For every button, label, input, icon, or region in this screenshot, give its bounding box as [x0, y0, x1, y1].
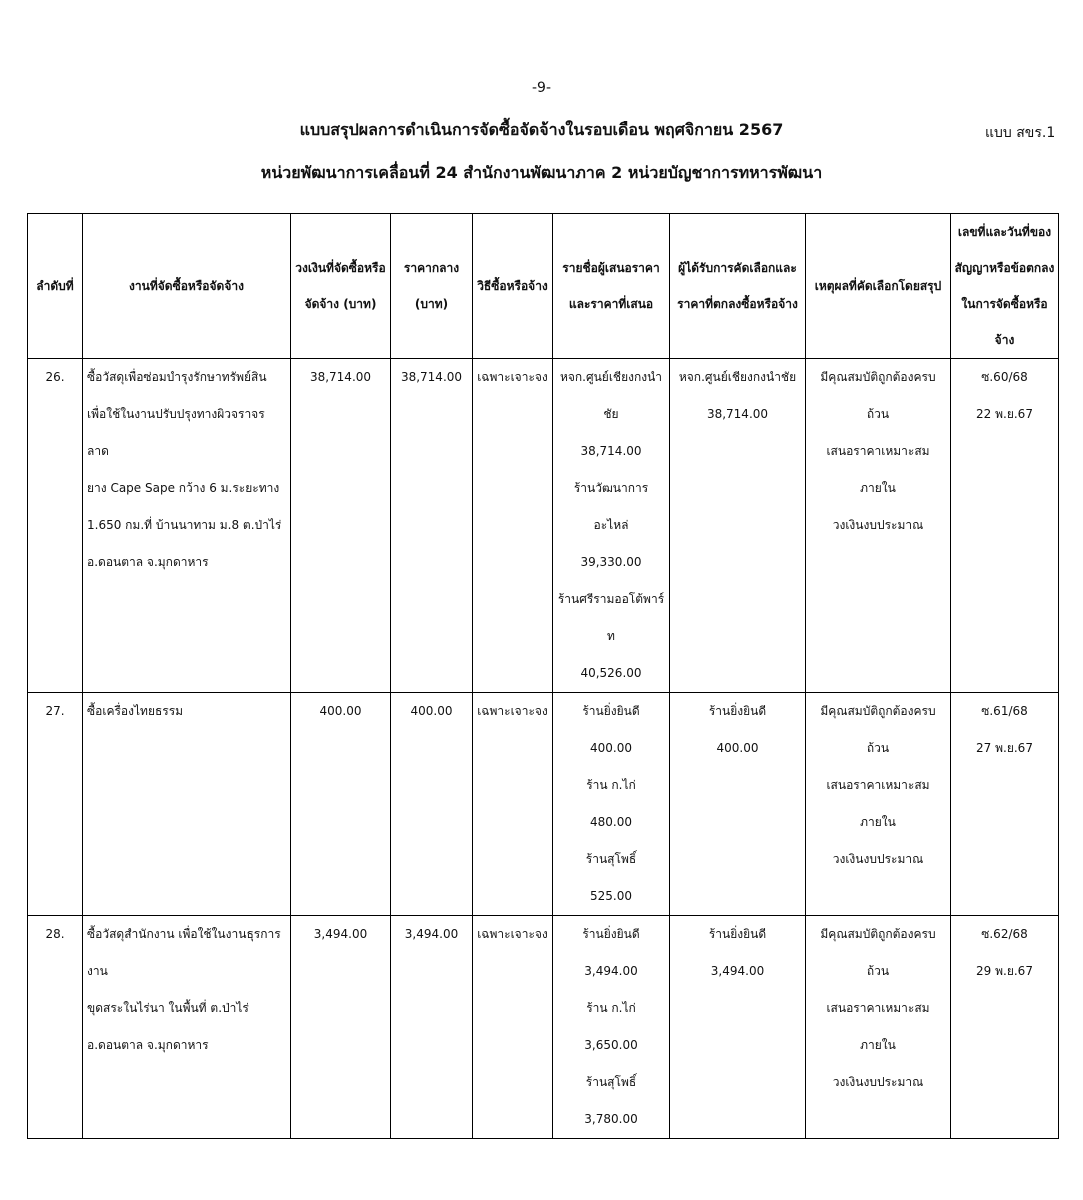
header-method: วิธีซื้อหรือจ้าง [473, 214, 553, 359]
row-no: 26. [28, 359, 83, 693]
table-row [28, 359, 1059, 693]
page-number: -9- [531, 80, 551, 96]
header-bidders: รายชื่อผู้เสนอราคา และราคาที่เสนอ [553, 214, 670, 359]
header-winner: ผู้ได้รับการคัดเลือกและ ราคาที่ตกลงซื้อหรือจ้าง [670, 214, 806, 359]
header-no: ลำดับที่ [28, 214, 83, 359]
table-row [28, 693, 1059, 916]
row-method: เฉพาะเจาะจง [473, 359, 553, 693]
row-median-price: 400.00 [391, 693, 473, 916]
row-winner: หจก.ศูนย์เชียงกงนำชัย 38,714.00 [670, 359, 806, 693]
row-winner: ร้านยิ่งยินดี 400.00 [670, 693, 806, 916]
row-no: 27. [28, 693, 83, 916]
form-code: แบบ สขร.1 [985, 125, 1056, 141]
header-budget: วงเงินที่จัดซื้อหรือ จัดจ้าง (บาท) [291, 214, 391, 359]
row-bidders: ร้านยิ่งยินดี 3,494.00 ร้าน ก.ไก่ 3,650.00 ร้านสุโพธิ์ 3,780.00 [553, 916, 670, 1139]
row-item: ซื้อวัสดุสำนักงาน เพื่อใช้ในงานธุรการงาน ขุดสระในไร่นา ในพื้นที่ ต.ป่าไร่ อ.ดอนตาล จ.มุกดาหาร [83, 916, 291, 1139]
row-item: ซื้อเครื่องไทยธรรม [83, 693, 291, 916]
header-median-price: ราคากลาง (บาท) [391, 214, 473, 359]
header-contract: เลขที่และวันที่ของ สัญญาหรือข้อตกลง ในการจัดซื้อหรือจ้าง [951, 214, 1059, 359]
page-subtitle: หน่วยพัฒนาการเคลื่อนที่ 24 สำนักงานพัฒนาภาค 2 หน่วยบัญชาการทหารพัฒนา [260, 163, 823, 182]
row-contract: ซ.61/68 27 พ.ย.67 [951, 693, 1059, 916]
row-bidders: หจก.ศูนย์เชียงกงนำชัย 38,714.00 ร้านวัฒนาการอะไหล่ 39,330.00 ร้านศรีรามออโต้พาร์ท 40,526.00 [553, 359, 670, 693]
row-budget: 38,714.00 [291, 359, 391, 693]
row-method: เฉพาะเจาะจง [473, 916, 553, 1139]
row-reason: มีคุณสมบัติถูกต้องครบถ้วน เสนอราคาเหมาะสมภายใน วงเงินงบประมาณ [806, 916, 951, 1139]
row-contract: ซ.60/68 22 พ.ย.67 [951, 359, 1059, 693]
procurement-summary-table [27, 213, 1059, 1139]
header-item: งานที่จัดซื้อหรือจัดจ้าง [83, 214, 291, 359]
row-median-price: 38,714.00 [391, 359, 473, 693]
row-method: เฉพาะเจาะจง [473, 693, 553, 916]
row-bidders: ร้านยิ่งยินดี 400.00 ร้าน ก.ไก่ 480.00 ร้านสุโพธิ์ 525.00 [553, 693, 670, 916]
row-item: ซื้อวัสดุเพื่อซ่อมบำรุงรักษาทรัพย์สิน เพื่อใช้ในงานปรับปรุงทางผิวจราจรลาด ยาง Cape Sape กว้าง 6 ม.ระยะทาง 1.650 กม.ที่ บ้านนาทาม ม.8 ต.ป่าไร่ อ.ดอนตาล จ.มุกดาหาร [83, 359, 291, 693]
row-no: 28. [28, 916, 83, 1139]
row-budget: 3,494.00 [291, 916, 391, 1139]
row-reason: มีคุณสมบัติถูกต้องครบถ้วน เสนอราคาเหมาะสมภายใน วงเงินงบประมาณ [806, 359, 951, 693]
table-row [28, 916, 1059, 1139]
page-title: แบบสรุปผลการดำเนินการจัดซื้อจัดจ้างในรอบเดือน พฤศจิกายน 2567 [299, 120, 784, 139]
row-reason: มีคุณสมบัติถูกต้องครบถ้วน เสนอราคาเหมาะสมภายใน วงเงินงบประมาณ [806, 693, 951, 916]
row-median-price: 3,494.00 [391, 916, 473, 1139]
row-budget: 400.00 [291, 693, 391, 916]
row-winner: ร้านยิ่งยินดี 3,494.00 [670, 916, 806, 1139]
row-contract: ซ.62/68 29 พ.ย.67 [951, 916, 1059, 1139]
table-header-row [28, 214, 1059, 359]
header-reason: เหตุผลที่คัดเลือกโดยสรุป [806, 214, 951, 359]
